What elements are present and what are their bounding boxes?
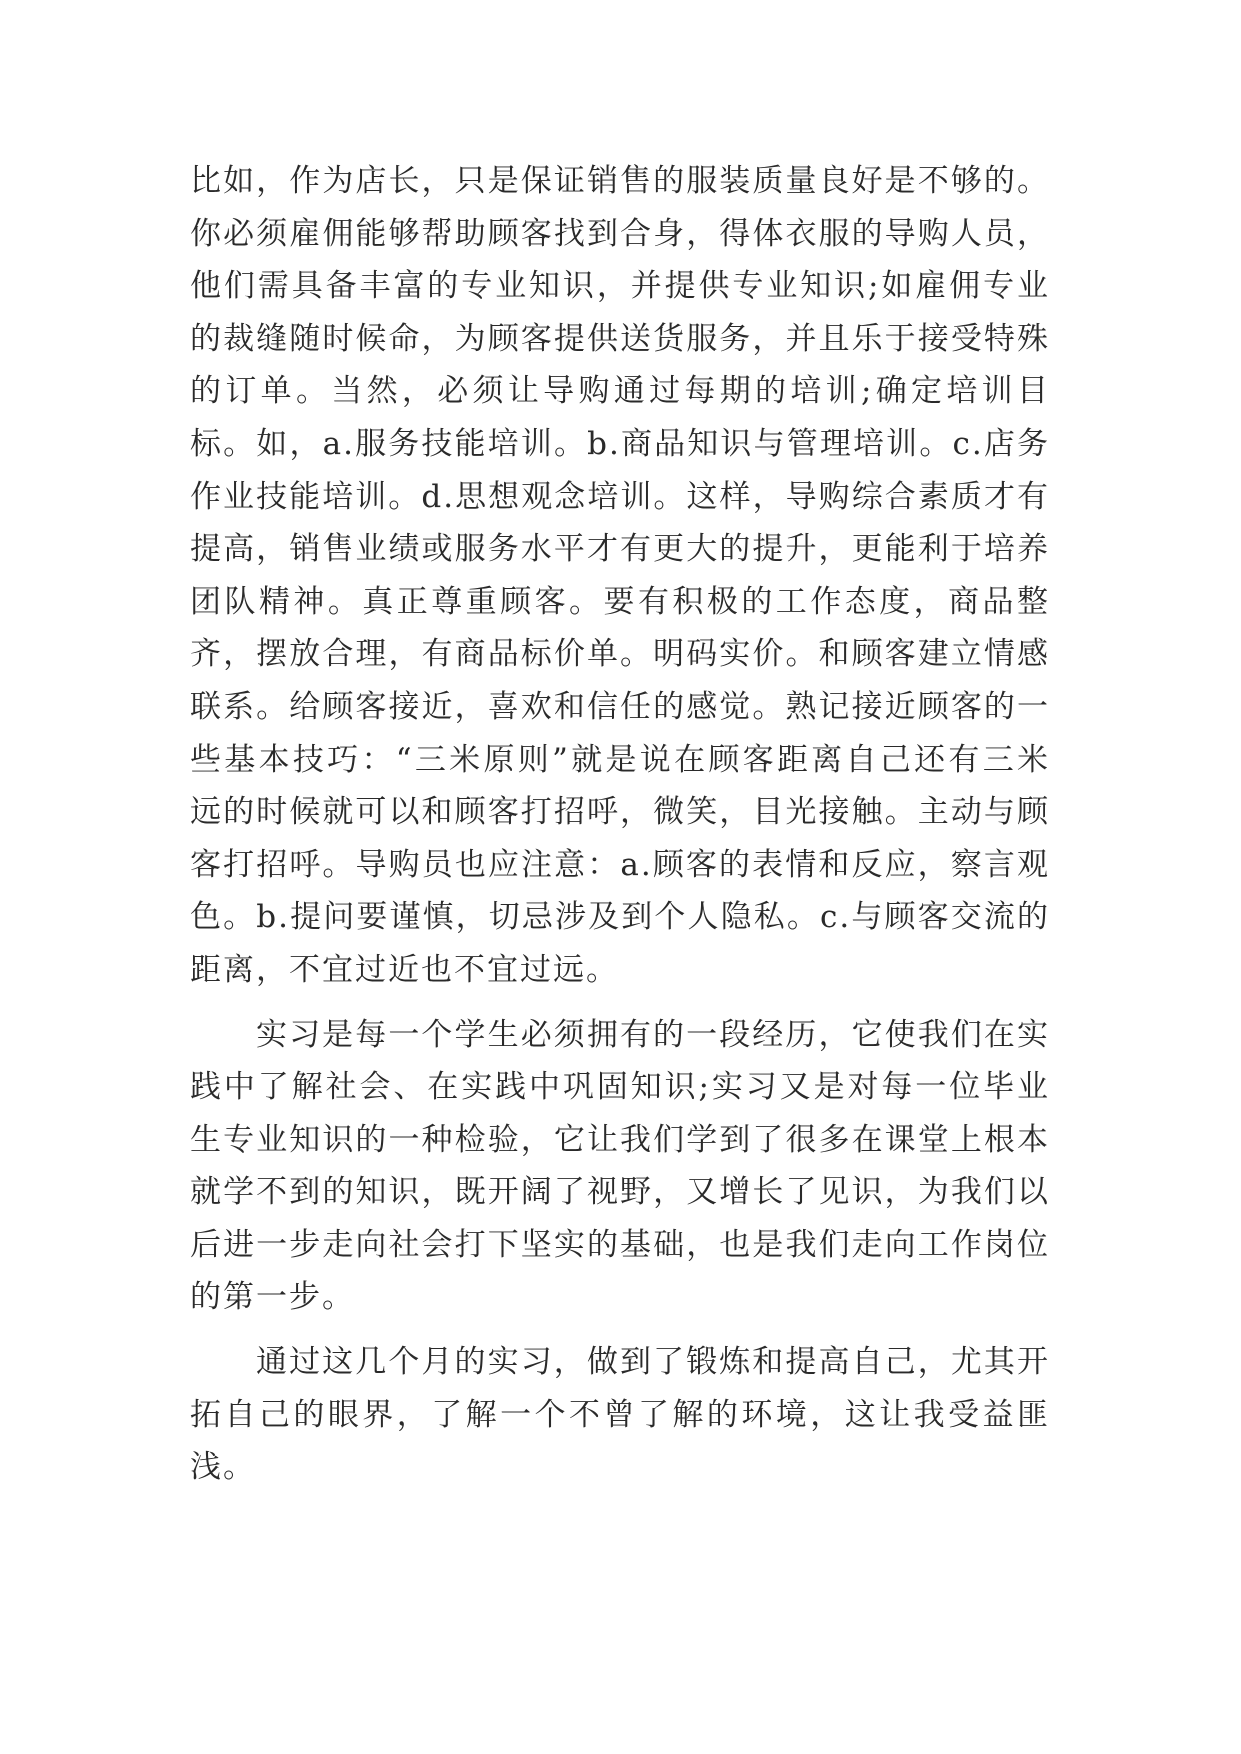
- paragraph-internship-experience: 实习是每一个学生必须拥有的一段经历，它使我们在实践中了解社会、在实践中巩固知识;实习又是对每一位毕业生专业知识的一种检验，它让我们学到了很多在课堂上根本就学不到的知识，既开阔了视野，又增长了见识，为我们以后进一步走向社会打下坚实的基础，也是我们走向工作岗位的第一步。: [190, 1016, 1050, 1316]
- paragraph-training-and-service: 比如，作为店长，只是保证销售的服装质量良好是不够的。你必须雇佣能够帮助顾客找到合身，得体衣服的导购人员，他们需具备丰富的专业知识，并提供专业知识;如雇佣专业的裁缝随时候命，为顾客提供送货服务，并且乐于接受特殊的订单。当然，必须让导购通过每期的培训;确定培训目标。如，a.服务技能培训。b.商品知识与管理培训。c.店务作业技能培训。d.思想观念培训。这样，导购综合素质才有提高，销售业绩或服务水平才有更大的提升，更能利于培养团队精神。真正尊重顾客。要有积极的工作态度，商品整齐，摆放合理，有商品标价单。明码实价。和顾客建立情感联系。给顾客接近，喜欢和信任的感觉。熟记接近顾客的一些基本技巧：“三米原则”就是说在顾客距离自己还有三米远的时候就可以和顾客打招呼，微笑，目光接触。主动与顾客打招呼。导购员也应注意：a.顾客的表情和反应，察言观色。b.提问要谨慎，切忌涉及到个人隐私。c.与顾客交流的距离，不宜过近也不宜过远。: [190, 163, 1050, 988]
- body-text: [190, 155, 1050, 1506]
- paragraph-internship-benefit: 通过这几个月的实习，做到了锻炼和提高自己，尤其开拓自己的眼界，了解一个不曾了解的环境，这让我受益匪浅。: [190, 1344, 1050, 1486]
